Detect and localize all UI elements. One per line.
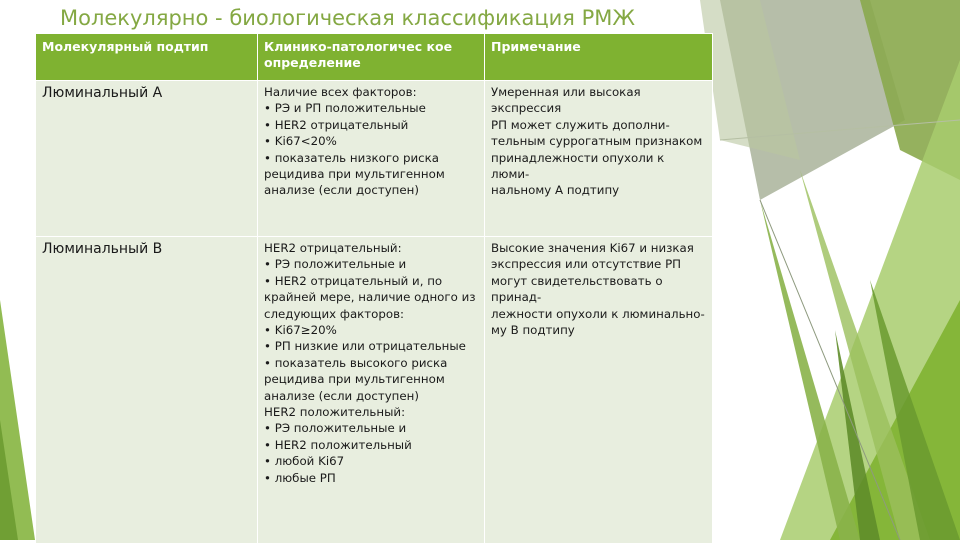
header-subtype: Молекулярный подтип bbox=[36, 34, 258, 81]
table-row bbox=[36, 81, 713, 237]
table-row bbox=[36, 237, 713, 544]
header-definition: Клинико-патологичес кое определение bbox=[258, 34, 485, 81]
definition-cell: HER2 отрицательный: • РЭ положительные и • HER2 отрицательный и, по крайней мере, наличие одного из следующих факторов: • Ki67≥20% • РП низкие или отрицательные • показатель высокого риска рецидива при мультигенном анализе (если доступен) HER2 положительный: • РЭ положительные и • HER2 положительный • любой Ki67 • любые РП bbox=[258, 237, 485, 544]
note-cell: Высокие значения Ki67 и низкая экспрессия или отсутствие РП могут свидетельствовать о принад- лежности опухоли к люминально- му В подтипу bbox=[485, 237, 713, 544]
subtype-cell: Люминальный А bbox=[36, 81, 258, 237]
note-cell: Умеренная или высокая экспрессия РП может служить дополни- тельным суррогатным признаком принадлежности опухоли к люми- нальному А подтипу bbox=[485, 81, 713, 237]
slide-title: Молекулярно - биологическая классификация РМЖ bbox=[60, 6, 635, 30]
header-note: Примечание bbox=[485, 34, 713, 81]
definition-cell: Наличие всех факторов: • РЭ и РП положительные • HER2 отрицательный • Ki67<20% • показатель низкого риска рецидива при мультигенном анализе (если доступен) bbox=[258, 81, 485, 237]
subtype-cell: Люминальный В bbox=[36, 237, 258, 544]
classification-table bbox=[35, 33, 713, 544]
table-header-row bbox=[36, 34, 713, 81]
